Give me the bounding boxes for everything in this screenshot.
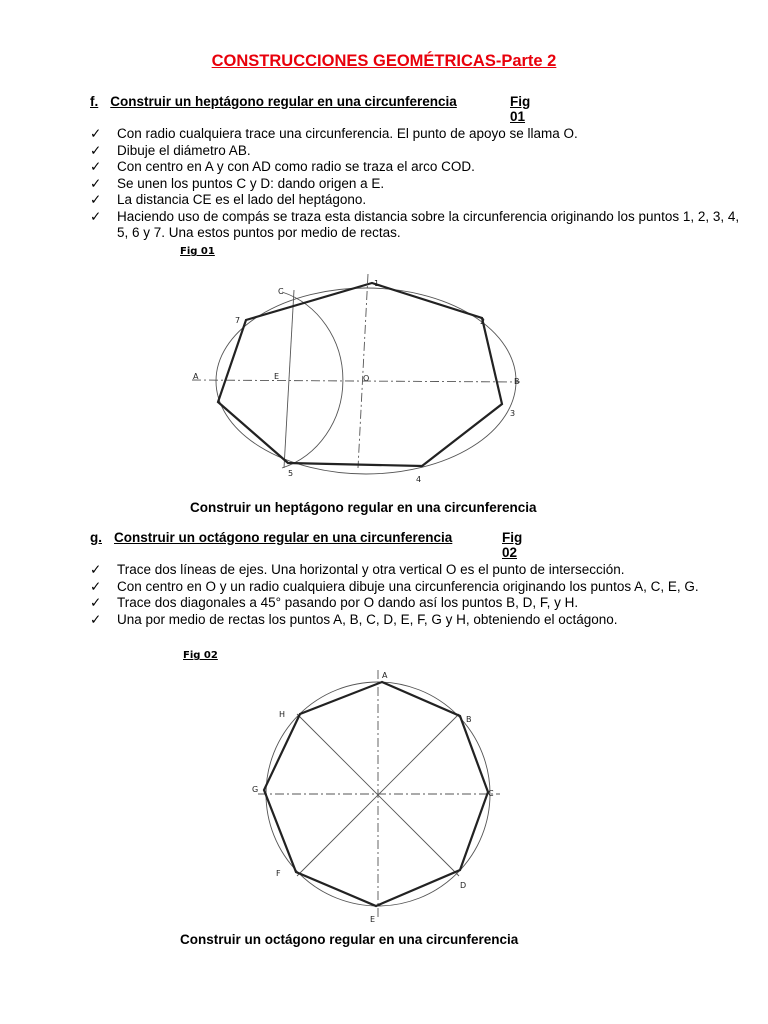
label-2: 2: [480, 317, 486, 326]
label-1: 1: [374, 279, 380, 288]
step-text: Con centro en A y con AD como radio se traza el arco COD.: [117, 159, 475, 174]
label-b: B: [466, 715, 472, 724]
label-c: C: [488, 789, 494, 798]
step-text: Con centro en O y un radio cualquiera dibuje una circunferencia originando los puntos A, C, E, G.: [117, 578, 699, 594]
section-f-fig-ref: Fig 01: [510, 94, 531, 124]
list-item: [90, 159, 750, 176]
list-item: [90, 143, 750, 160]
list-item: [90, 612, 750, 629]
check-icon: ✓: [90, 578, 102, 594]
label-a: A: [382, 671, 388, 680]
fig-02-label: Fig 02: [183, 650, 218, 661]
section-g-heading: [90, 530, 523, 560]
section-g-title: Construir un octágono regular en una circunferencia: [114, 530, 453, 545]
step-text: Trace dos líneas de ejes. Una horizontal y otra vertical O es el punto de intersección.: [117, 562, 625, 577]
fig-01-caption: Construir un heptágono regular en una circunferencia: [190, 500, 537, 515]
step-text: Con radio cualquiera trace una circunferencia. El punto de apoyo se llama O.: [117, 126, 578, 141]
list-item: [90, 579, 750, 596]
list-item: [90, 595, 750, 612]
heptagon-outline: [218, 283, 502, 466]
document-title: CONSTRUCCIONES GEOMÉTRICAS-Parte 2: [211, 52, 557, 70]
list-item: [90, 209, 750, 242]
label-e: E: [274, 372, 280, 381]
check-icon: ✓: [90, 175, 102, 191]
octagon-figure: [248, 666, 508, 926]
step-text: Haciendo uso de compás se traza esta distancia sobre la circunferencia originando los puntos 1, 2, 3, 4, 5, 6 y 7. Una estos puntos por medio de rectas.: [117, 208, 740, 240]
check-icon: ✓: [90, 595, 102, 610]
check-icon: ✓: [90, 192, 102, 207]
line-cd: [284, 290, 294, 468]
list-item: [90, 126, 750, 143]
step-text: Se unen los puntos C y D: dando origen a E.: [117, 175, 385, 191]
check-icon: ✓: [90, 208, 102, 224]
fig-02-caption: Construir un octágono regular en una circunferencia: [180, 932, 519, 947]
section-f-heading: [90, 94, 531, 124]
list-item: [90, 176, 750, 193]
label-5: 5: [288, 469, 294, 478]
section-f-title: Construir un heptágono regular en una circunferencia: [110, 94, 457, 109]
label-a: A: [193, 372, 199, 381]
label-f: F: [276, 869, 281, 878]
step-text: Dibuje el diámetro AB.: [117, 142, 251, 158]
label-o: O: [363, 374, 370, 383]
section-f-letter: f.: [90, 94, 99, 109]
label-4: 4: [416, 475, 422, 484]
check-icon: ✓: [90, 562, 102, 577]
step-text: La distancia CE es el lado del heptágono.: [117, 192, 367, 207]
label-7: 7: [235, 316, 241, 325]
vertical-axis: [358, 274, 368, 468]
list-item: [90, 562, 750, 579]
section-g-steps: [90, 562, 750, 628]
label-3: 3: [510, 409, 516, 418]
diameter-ab: [192, 380, 520, 382]
step-text: Trace dos diagonales a 45° pasando por O dando así los puntos B, D, F, y H.: [117, 595, 579, 610]
section-f-steps: [90, 126, 750, 242]
label-d: D: [460, 881, 467, 890]
label-h: H: [279, 710, 286, 719]
label-g: G: [252, 785, 259, 794]
list-item: [90, 192, 750, 209]
fig-01-label: Fig 01: [180, 246, 215, 257]
check-icon: ✓: [90, 142, 102, 158]
step-text: Una por medio de rectas los puntos A, B, C, D, E, F, G y H, obteniendo el octágono.: [117, 611, 618, 627]
heptagon-figure: [190, 272, 520, 484]
section-g-fig-ref: Fig 02: [502, 530, 523, 560]
arc-cod: [282, 292, 343, 468]
check-icon: ✓: [90, 126, 102, 141]
check-icon: ✓: [90, 159, 102, 174]
label-c: C: [278, 287, 284, 296]
label-b: B: [514, 377, 520, 386]
check-icon: ✓: [90, 611, 102, 627]
section-g-letter: g.: [90, 530, 102, 545]
label-e: E: [370, 915, 376, 924]
